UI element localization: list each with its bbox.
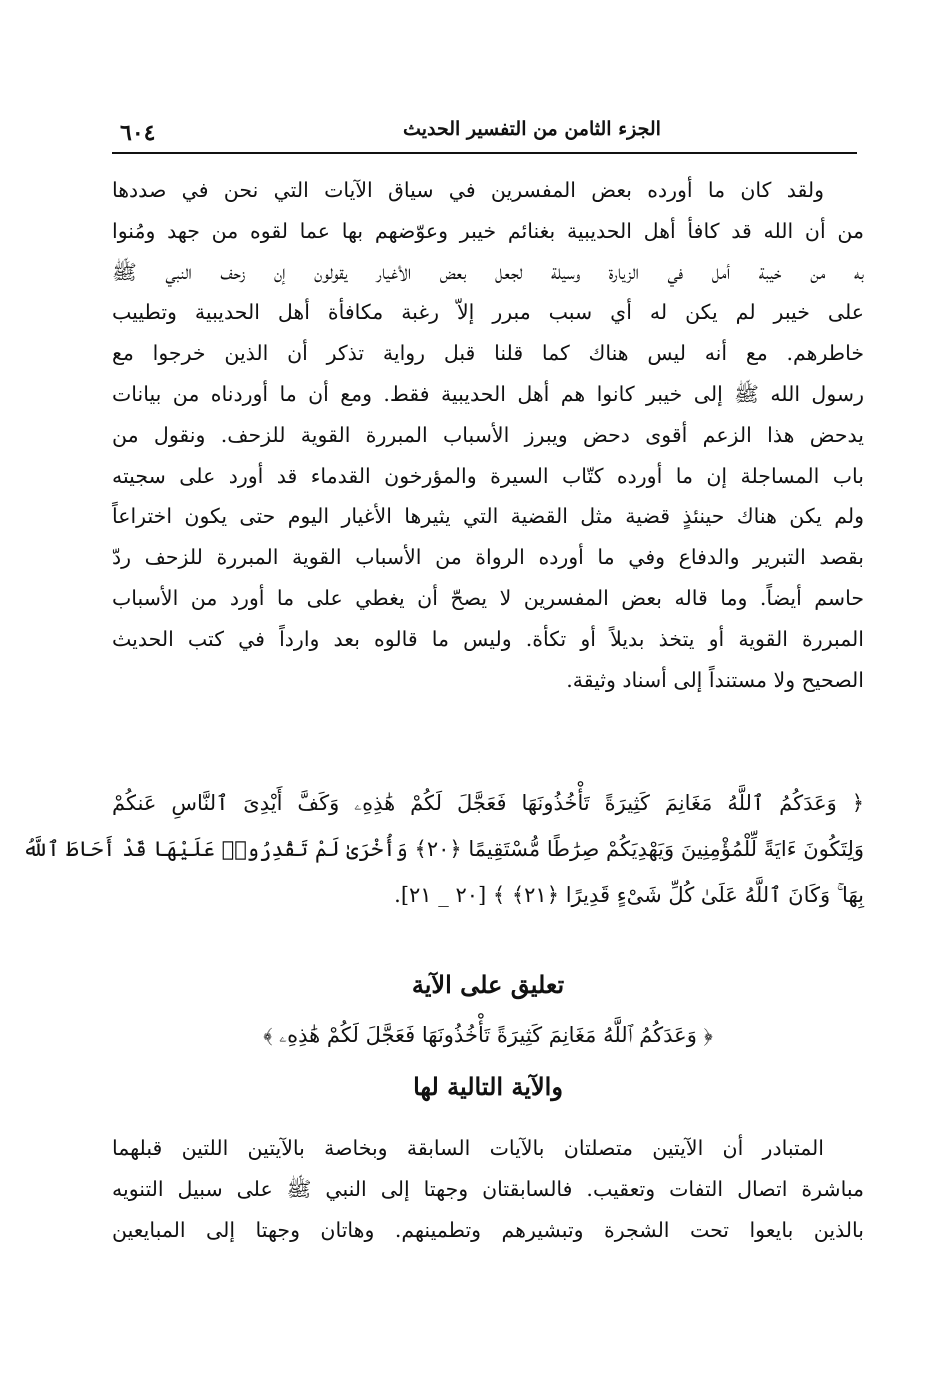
paragraph-line: يدحض هذا الزعم أقوى دحض ويبرز الأسباب المبررة القوية للزحف. ونقول من xyxy=(112,422,864,447)
paragraph-line: ولقد كان ما أورده بعض المفسرين في سياق الآيات التي نحن في صددها xyxy=(112,178,824,202)
paragraph-line: ولم يكن هناك حينئذٍ قضية مثل القضية التي يثيرها الأغيار اليوم حتى يكون اختراعاً xyxy=(112,504,864,529)
section-heading: تعليق على الآية xyxy=(411,970,565,999)
commentary-section xyxy=(112,962,864,1110)
paragraph-1 xyxy=(112,170,864,700)
page-number: ٦٠٤ xyxy=(120,120,156,146)
header-title: الجزء الثامن من التفسير الحديث xyxy=(403,118,661,140)
paragraph-line: من أن الله قد كافأ أهل الحديبية بغنائم خيبر وعوّضهم بها عما لقوه من جهد ومُنوا xyxy=(112,218,864,243)
paragraph-line: رسول الله ﷺ إلى خيبر كانوا هم أهل الحديبية فقط. ومع أن ما أوردناه من بيانات xyxy=(112,381,864,406)
paragraph-line: بالذين بايعوا تحت الشجرة وتبشيرهم وتطمينهم. وهاتان وجهتا إلى المبايعين xyxy=(112,1217,864,1242)
paragraph-line: خاطرهم. مع أنه ليس هناك كما قلنا قبل رواية تذكر أن الذين خرجوا مع xyxy=(112,341,864,366)
paragraph-line: حاسم أيضاً. وما قاله بعض المفسرين لا يصحّ أن يغطي على ما أورد من الأسباب xyxy=(112,585,864,610)
paragraph-2 xyxy=(112,1128,864,1250)
verse-line: وَلِتَكُونَ ءَايَةً لِّلْمُؤْمِنِينَ وَيَهْدِيَكُمْ صِرَٰطًا مُّسْتَقِيمًا ﴿٢٠﴾ وَأُخْرَىٰ لَمْ تَقْدِرُوا۟ عَلَيْهَا قَدْ أَحَاطَ ٱللَّهُ xyxy=(22,837,864,861)
paragraph-line: باب المساجلة إن ما أورده كتّاب السيرة والمؤرخون القدماء قد أورد على سجيته xyxy=(112,463,864,488)
paragraph-line: على خيبر لم يكن له أي سبب مبرر إلاّ رغبة مكافأة أهل الحديبية وتطييب xyxy=(112,300,864,325)
paragraph-line: بقصد التبرير والدفاع وفي ما أورده الرواة من الأسباب القوية المبررة للزحف ردّ xyxy=(112,545,864,570)
quran-verse-block xyxy=(22,780,864,918)
section-subheading: والآية التالية لها xyxy=(413,1072,563,1101)
verse-line: بِهَا ۚ وَكَانَ ٱللَّهُ عَلَىٰ كُلِّ شَىْءٍ قَدِيرًا ﴿٢١﴾ ﴾ [٢٠ _ ٢١]. xyxy=(394,883,864,907)
paragraph-line: المبررة القوية أو يتخذ بديلاً أو تكأة. وليس ما قالوه بعد وارداً في كتب الحديث xyxy=(112,626,864,651)
paragraph-line: مباشرة اتصال التفات وتعقيب. فالسابقتان وجهتا إلى النبي ﷺ على سبيل التنويه xyxy=(112,1176,864,1201)
paragraph-line: به من خيبة أمل في الزيارة وسيلة لجعل بعض الأغيار يقولون إن زحف النبي ﷺ xyxy=(112,259,864,284)
section-verse-reference: ﴿ وَعَدَكُمُ ٱللَّهُ مَغَانِمَ كَثِيرَةً تَأْخُذُونَهَا فَعَجَّلَ لَكُمْ هَٰذِهِۦ ﴾ xyxy=(263,1023,713,1047)
running-header xyxy=(112,112,857,154)
paragraph-line: المتبادر أن الآيتين متصلتان بالآيات السابقة وبخاصة بالآيتين اللتين قبلهما xyxy=(112,1136,824,1160)
paragraph-line: الصحيح ولا مستنداً إلى أسناد وثيقة. xyxy=(566,667,864,692)
verse-line: ﴿ وَعَدَكُمُ ٱللَّهُ مَغَانِمَ كَثِيرَةً تَأْخُذُونَهَا فَعَجَّلَ لَكُمْ هَٰذِهِۦ وَكَفَّ أَيْدِىَ ٱلنَّاسِ عَنكُمْ xyxy=(112,791,864,815)
